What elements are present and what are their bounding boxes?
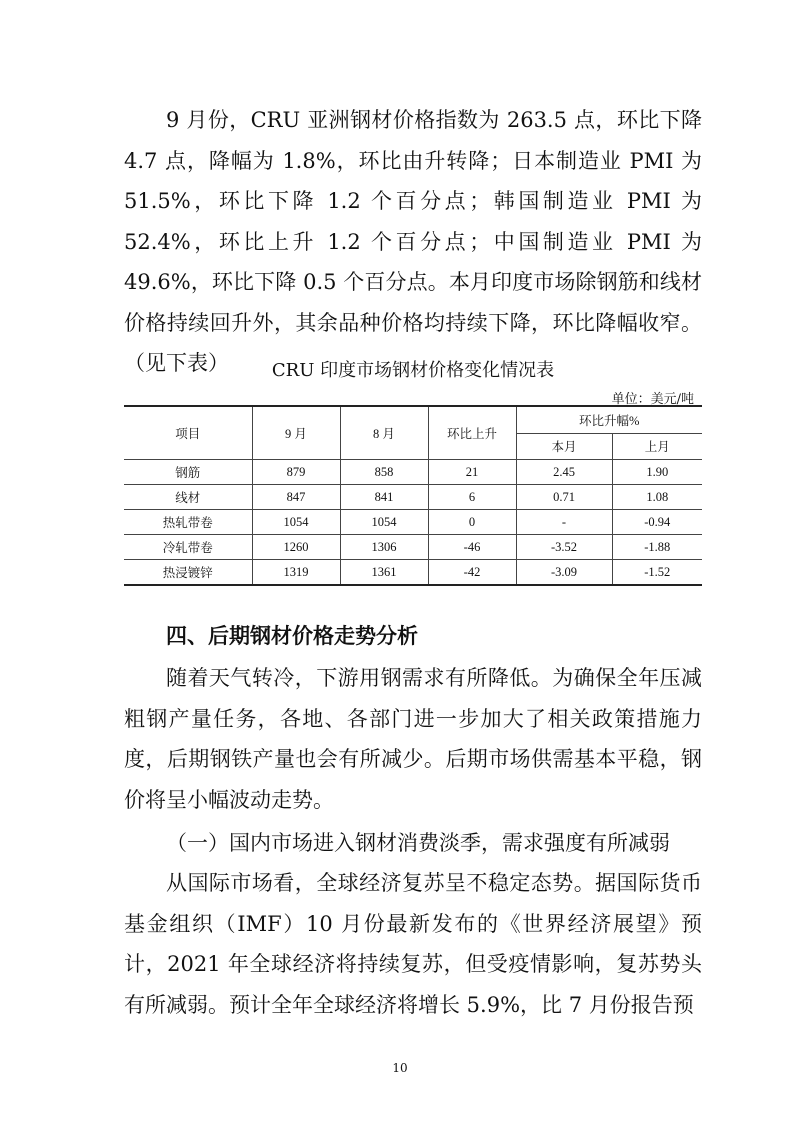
header-this-month: 本月 bbox=[516, 433, 612, 460]
subheading-domestic-market: （一）国内市场进入钢材消费淡季，需求强度有所减弱 bbox=[166, 831, 670, 855]
cell-name: 冷轧带卷 bbox=[124, 535, 252, 560]
header-item: 项目 bbox=[124, 406, 252, 460]
header-pct-group: 环比升幅% bbox=[516, 406, 702, 433]
cell-last-month: -0.94 bbox=[612, 510, 702, 535]
cell-name: 线材 bbox=[124, 485, 252, 510]
cell-aug: 858 bbox=[340, 460, 428, 485]
cell-this-month: -3.52 bbox=[516, 535, 612, 560]
cell-sep: 1054 bbox=[252, 510, 340, 535]
cell-sep: 847 bbox=[252, 485, 340, 510]
cell-name: 热浸镀锌 bbox=[124, 560, 252, 586]
cell-last-month: 1.08 bbox=[612, 485, 702, 510]
cell-change: -42 bbox=[428, 560, 516, 586]
cell-change: 6 bbox=[428, 485, 516, 510]
cell-this-month: 2.45 bbox=[516, 460, 612, 485]
page-number: 10 bbox=[392, 1061, 408, 1075]
paragraph-cru-asia-index: 9 月份，CRU 亚洲钢材价格指数为 263.5 点，环比下降 4.7 点，降幅为 1.8%，环比由升转降；日本制造业 PMI 为 51.5%，环比下降 1.2 个百分点；韩国制造业 PMI 为 52.4%，环比上升 1.2 个百分点；中国制造业 PMI 为 49.6%，环比下降 0.5 个百分点。本月印度市场除钢筋和线材价格持续回升外，其余品种价格均持续下降，环比降幅收窄。（见下表） bbox=[124, 108, 702, 375]
cell-this-month: 0.71 bbox=[516, 485, 612, 510]
cell-last-month: -1.88 bbox=[612, 535, 702, 560]
paragraph-international-market: 从国际市场看，全球经济复苏呈不稳定态势。据国际货币基金组织（IMF）10 月份最新发布的《世界经济展望》预计，2021 年全球经济将持续复苏，但受疫情影响，复苏势头有所减弱。预计全年全球经济将增长 5.9%，比 7 月份报告预 bbox=[124, 871, 702, 1017]
cell-aug: 841 bbox=[340, 485, 428, 510]
cell-change: 21 bbox=[428, 460, 516, 485]
table-unit: 单位：美元/吨 bbox=[611, 392, 694, 407]
table-row bbox=[124, 485, 702, 510]
cell-aug: 1306 bbox=[340, 535, 428, 560]
cell-last-month: -1.52 bbox=[612, 560, 702, 586]
section-heading: 四、后期钢材价格走势分析 bbox=[166, 624, 418, 648]
cell-name: 热轧带卷 bbox=[124, 510, 252, 535]
table-row bbox=[124, 510, 702, 535]
india-steel-price-table bbox=[124, 405, 702, 586]
cell-this-month: - bbox=[516, 510, 612, 535]
cell-sep: 1260 bbox=[252, 535, 340, 560]
cell-aug: 1054 bbox=[340, 510, 428, 535]
table-row bbox=[124, 560, 702, 586]
table-caption: CRU 印度市场钢材价格变化情况表 bbox=[271, 360, 555, 381]
header-last-month: 上月 bbox=[612, 433, 702, 460]
cell-name: 钢筋 bbox=[124, 460, 252, 485]
cell-last-month: 1.90 bbox=[612, 460, 702, 485]
header-aug: 8 月 bbox=[340, 406, 428, 460]
header-sep: 9 月 bbox=[252, 406, 340, 460]
cell-this-month: -3.09 bbox=[516, 560, 612, 586]
cell-sep: 1319 bbox=[252, 560, 340, 586]
paragraph-outlook: 随着天气转冷，下游用钢需求有所降低。为确保全年压减粗钢产量任务，各地、各部门进一步加大了相关政策措施力度，后期钢铁产量也会有所减少。后期市场供需基本平稳，钢价将呈小幅波动走势。 bbox=[124, 666, 702, 812]
cell-sep: 879 bbox=[252, 460, 340, 485]
cell-change: -46 bbox=[428, 535, 516, 560]
table-row bbox=[124, 460, 702, 485]
cell-aug: 1361 bbox=[340, 560, 428, 586]
table-row bbox=[124, 535, 702, 560]
cell-change: 0 bbox=[428, 510, 516, 535]
header-change: 环比上升 bbox=[428, 406, 516, 460]
